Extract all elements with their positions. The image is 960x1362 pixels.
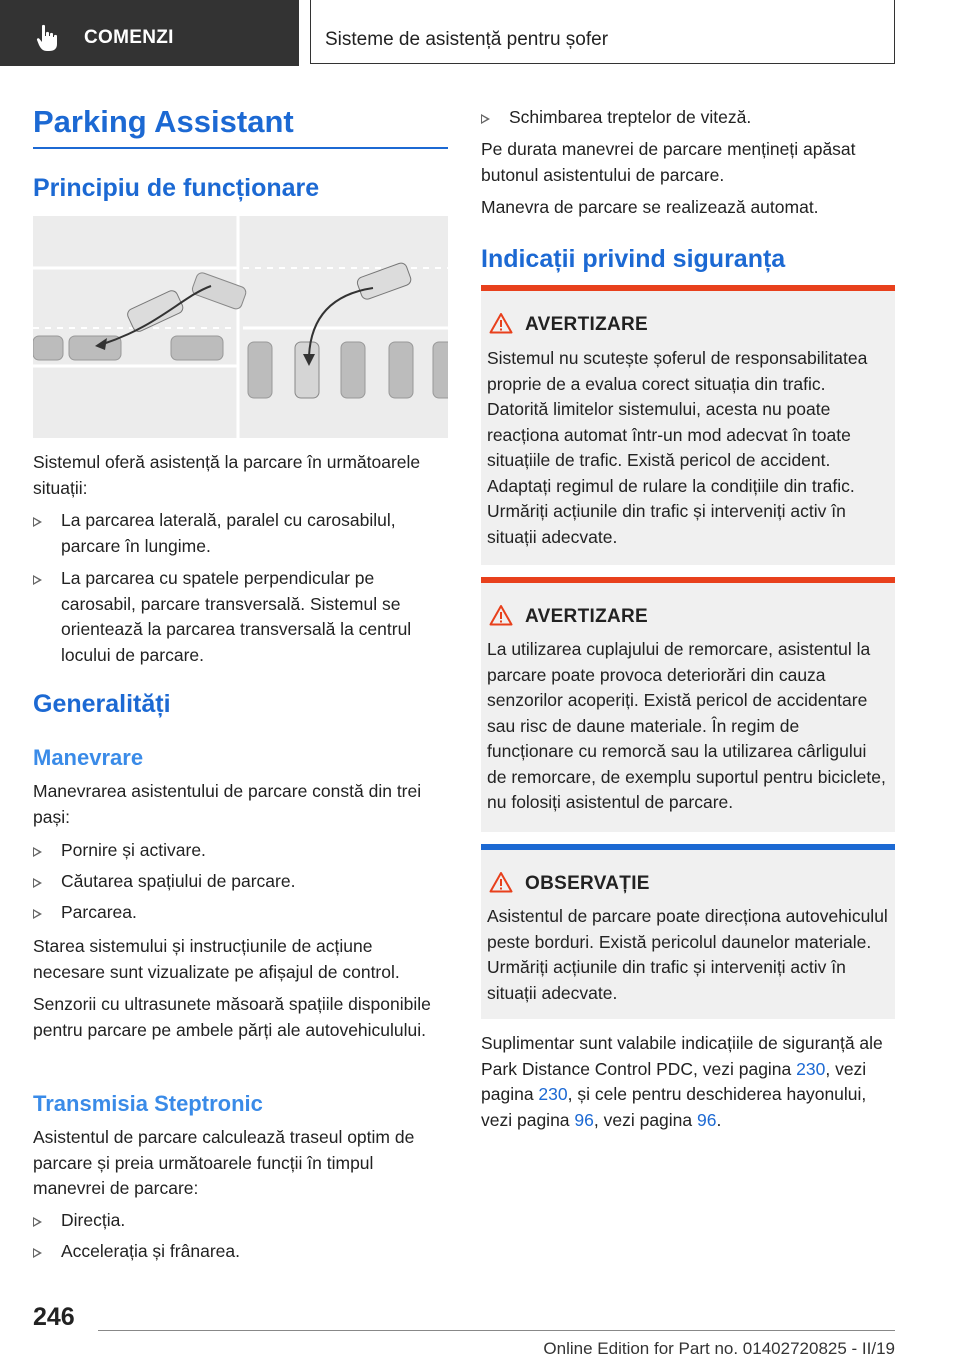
- list-item: Accelerația și frânarea.: [33, 1239, 448, 1265]
- additional-safety-paragraph: Suplimentar sunt valabile indicațiile de siguranță ale Park Distance Control PDC, vezi pagina 230, vezi pagina 230, și cele pentru deschiderea hayonului, vezi pagina 96, vezi pagina 96.: [481, 1033, 883, 1130]
- notice-title: OBSERVAȚIE: [525, 873, 650, 894]
- title-divider: [33, 147, 448, 149]
- bullet-triangle-icon: [33, 847, 42, 857]
- parked-car-right-4: [433, 342, 448, 398]
- notice-bar: [481, 844, 895, 850]
- subsection-title-maneuvering: Manevrare: [33, 745, 144, 770]
- section-title-safety: Indicații privind siguranța: [481, 245, 786, 273]
- warning-triangle-icon: [489, 312, 513, 334]
- section-title-principle: Principiu de funcționare: [33, 174, 320, 202]
- list-item: Schimbarea treptelor de viteză.: [481, 105, 896, 131]
- header-tab-commands-label: COMENZI: [84, 27, 174, 48]
- header-tab-commands[interactable]: [0, 0, 299, 66]
- subsection-title-steptronic: Transmisia Steptronic: [33, 1091, 263, 1116]
- warning-box-2: [481, 577, 895, 832]
- notice-box: [481, 844, 895, 1019]
- maneuvering-paragraph: Manevrarea asistentului de parcare constă din trei pași:: [33, 781, 422, 827]
- warning-text: La utilizarea cuplajului de remorcare, asistentul la parcare poate provoca deteriorări din cauza senzorilor acoperiți. Există pericol de accidentare sau risc de daune materiale. În regim de funcționare cu remorcă sau la utilizarea cârligului de remorcare, de exemplu suportul pentru biciclete, nu folosiți asistentul de parcare.: [487, 639, 886, 812]
- hold-button-paragraph: Pe durata manevrei de parcare mențineți apăsat butonul asistentului de parcare.: [481, 139, 856, 185]
- intro-paragraph: Sistemul oferă asistență la parcare în următoarele situații:: [33, 452, 421, 498]
- parked-car-right-1: [248, 342, 272, 398]
- parking-illustration: [33, 216, 448, 438]
- list-item: Pornire și activare.: [33, 838, 448, 864]
- footer-divider: [98, 1330, 895, 1331]
- page-link-230[interactable]: 230: [538, 1084, 568, 1104]
- warning-title: AVERTIZARE: [525, 606, 648, 627]
- warning-box-1: [481, 285, 895, 565]
- list-item: Direcția.: [33, 1208, 448, 1234]
- parked-car-right-2: [341, 342, 365, 398]
- bullet-triangle-icon: [481, 114, 490, 124]
- page-title: Parking Assistant: [33, 104, 294, 139]
- page-link-96[interactable]: 96: [574, 1109, 594, 1130]
- parked-car-left-3: [171, 336, 223, 360]
- header-tab-driver-assistance-label: Sisteme de asistență pentru șofer: [325, 29, 609, 50]
- page-link-96[interactable]: 96: [697, 1109, 717, 1130]
- parked-car-left-1: [33, 336, 63, 360]
- header-tab-driver-assistance[interactable]: [310, 0, 895, 64]
- warning-text: Sistemul nu scutește șoferul de responsabilitatea proprie de a evalua corect situația din trafic. Datorită limitelor sistemului, acesta nu poate reacționa automat într-un mod adecvat în toate situațiile de trafic. Există pericol de accident. Adaptați regimul de rulare la condițiile din trafic. Urmăriți acțiunile din trafic și interveniți activ în situații adecvate.: [487, 348, 868, 547]
- sensors-paragraph: Senzorii cu ultrasunete măsoară spațiile disponibile pentru parcare pe ambele părți ale autovehiculului.: [33, 994, 431, 1040]
- bullet-triangle-icon: [33, 575, 42, 585]
- notice-triangle-icon: [489, 871, 513, 893]
- bullet-triangle-icon: [33, 878, 42, 888]
- system-status-paragraph: Starea sistemului și instrucțiunile de acțiune necesare sunt vizualizate pe afișajul de control.: [33, 936, 400, 982]
- bullet-triangle-icon: [33, 1248, 42, 1258]
- bullet-triangle-icon: [33, 517, 42, 527]
- maneuvering-car-right: [295, 342, 319, 398]
- warning-title: AVERTIZARE: [525, 314, 648, 335]
- warning-triangle-icon: [489, 604, 513, 626]
- warning-bar: [481, 577, 895, 583]
- bullet-triangle-icon: [33, 1217, 42, 1227]
- footer-edition: Online Edition for Part no. 01402720825 - II/19: [543, 1339, 895, 1358]
- warning-bar: [481, 285, 895, 291]
- page-number: 246: [33, 1303, 75, 1331]
- parked-car-right-3: [389, 342, 413, 398]
- bullet-triangle-icon: [33, 909, 42, 919]
- hand-pointer-icon: [36, 24, 62, 52]
- section-title-general: Generalități: [33, 690, 171, 718]
- list-item: Căutarea spațiului de parcare.: [33, 869, 448, 895]
- page-link-230[interactable]: 230: [796, 1058, 826, 1079]
- list-item: La parcarea cu spatele perpendicular pe carosabil, parcare transversală. Sistemul se orientează la parcarea transversală la centrul locului de parcare.: [33, 566, 448, 668]
- list-item: Parcarea.: [33, 900, 448, 926]
- automatic-paragraph: Manevra de parcare se realizează automat.: [481, 197, 819, 217]
- list-item: La parcarea laterală, paralel cu carosabilul, parcare în lungime.: [33, 508, 448, 559]
- notice-text: Asistentul de parcare poate direcționa autovehiculul peste borduri. Există pericolul daunelor materiale. Urmăriți acțiunile din trafic și interveniți activ în situații adecvate.: [487, 906, 888, 1003]
- steptronic-paragraph: Asistentul de parcare calculează traseul optim de parcare și preia următoarele funcții în timpul manevrei de parcare:: [33, 1127, 415, 1198]
